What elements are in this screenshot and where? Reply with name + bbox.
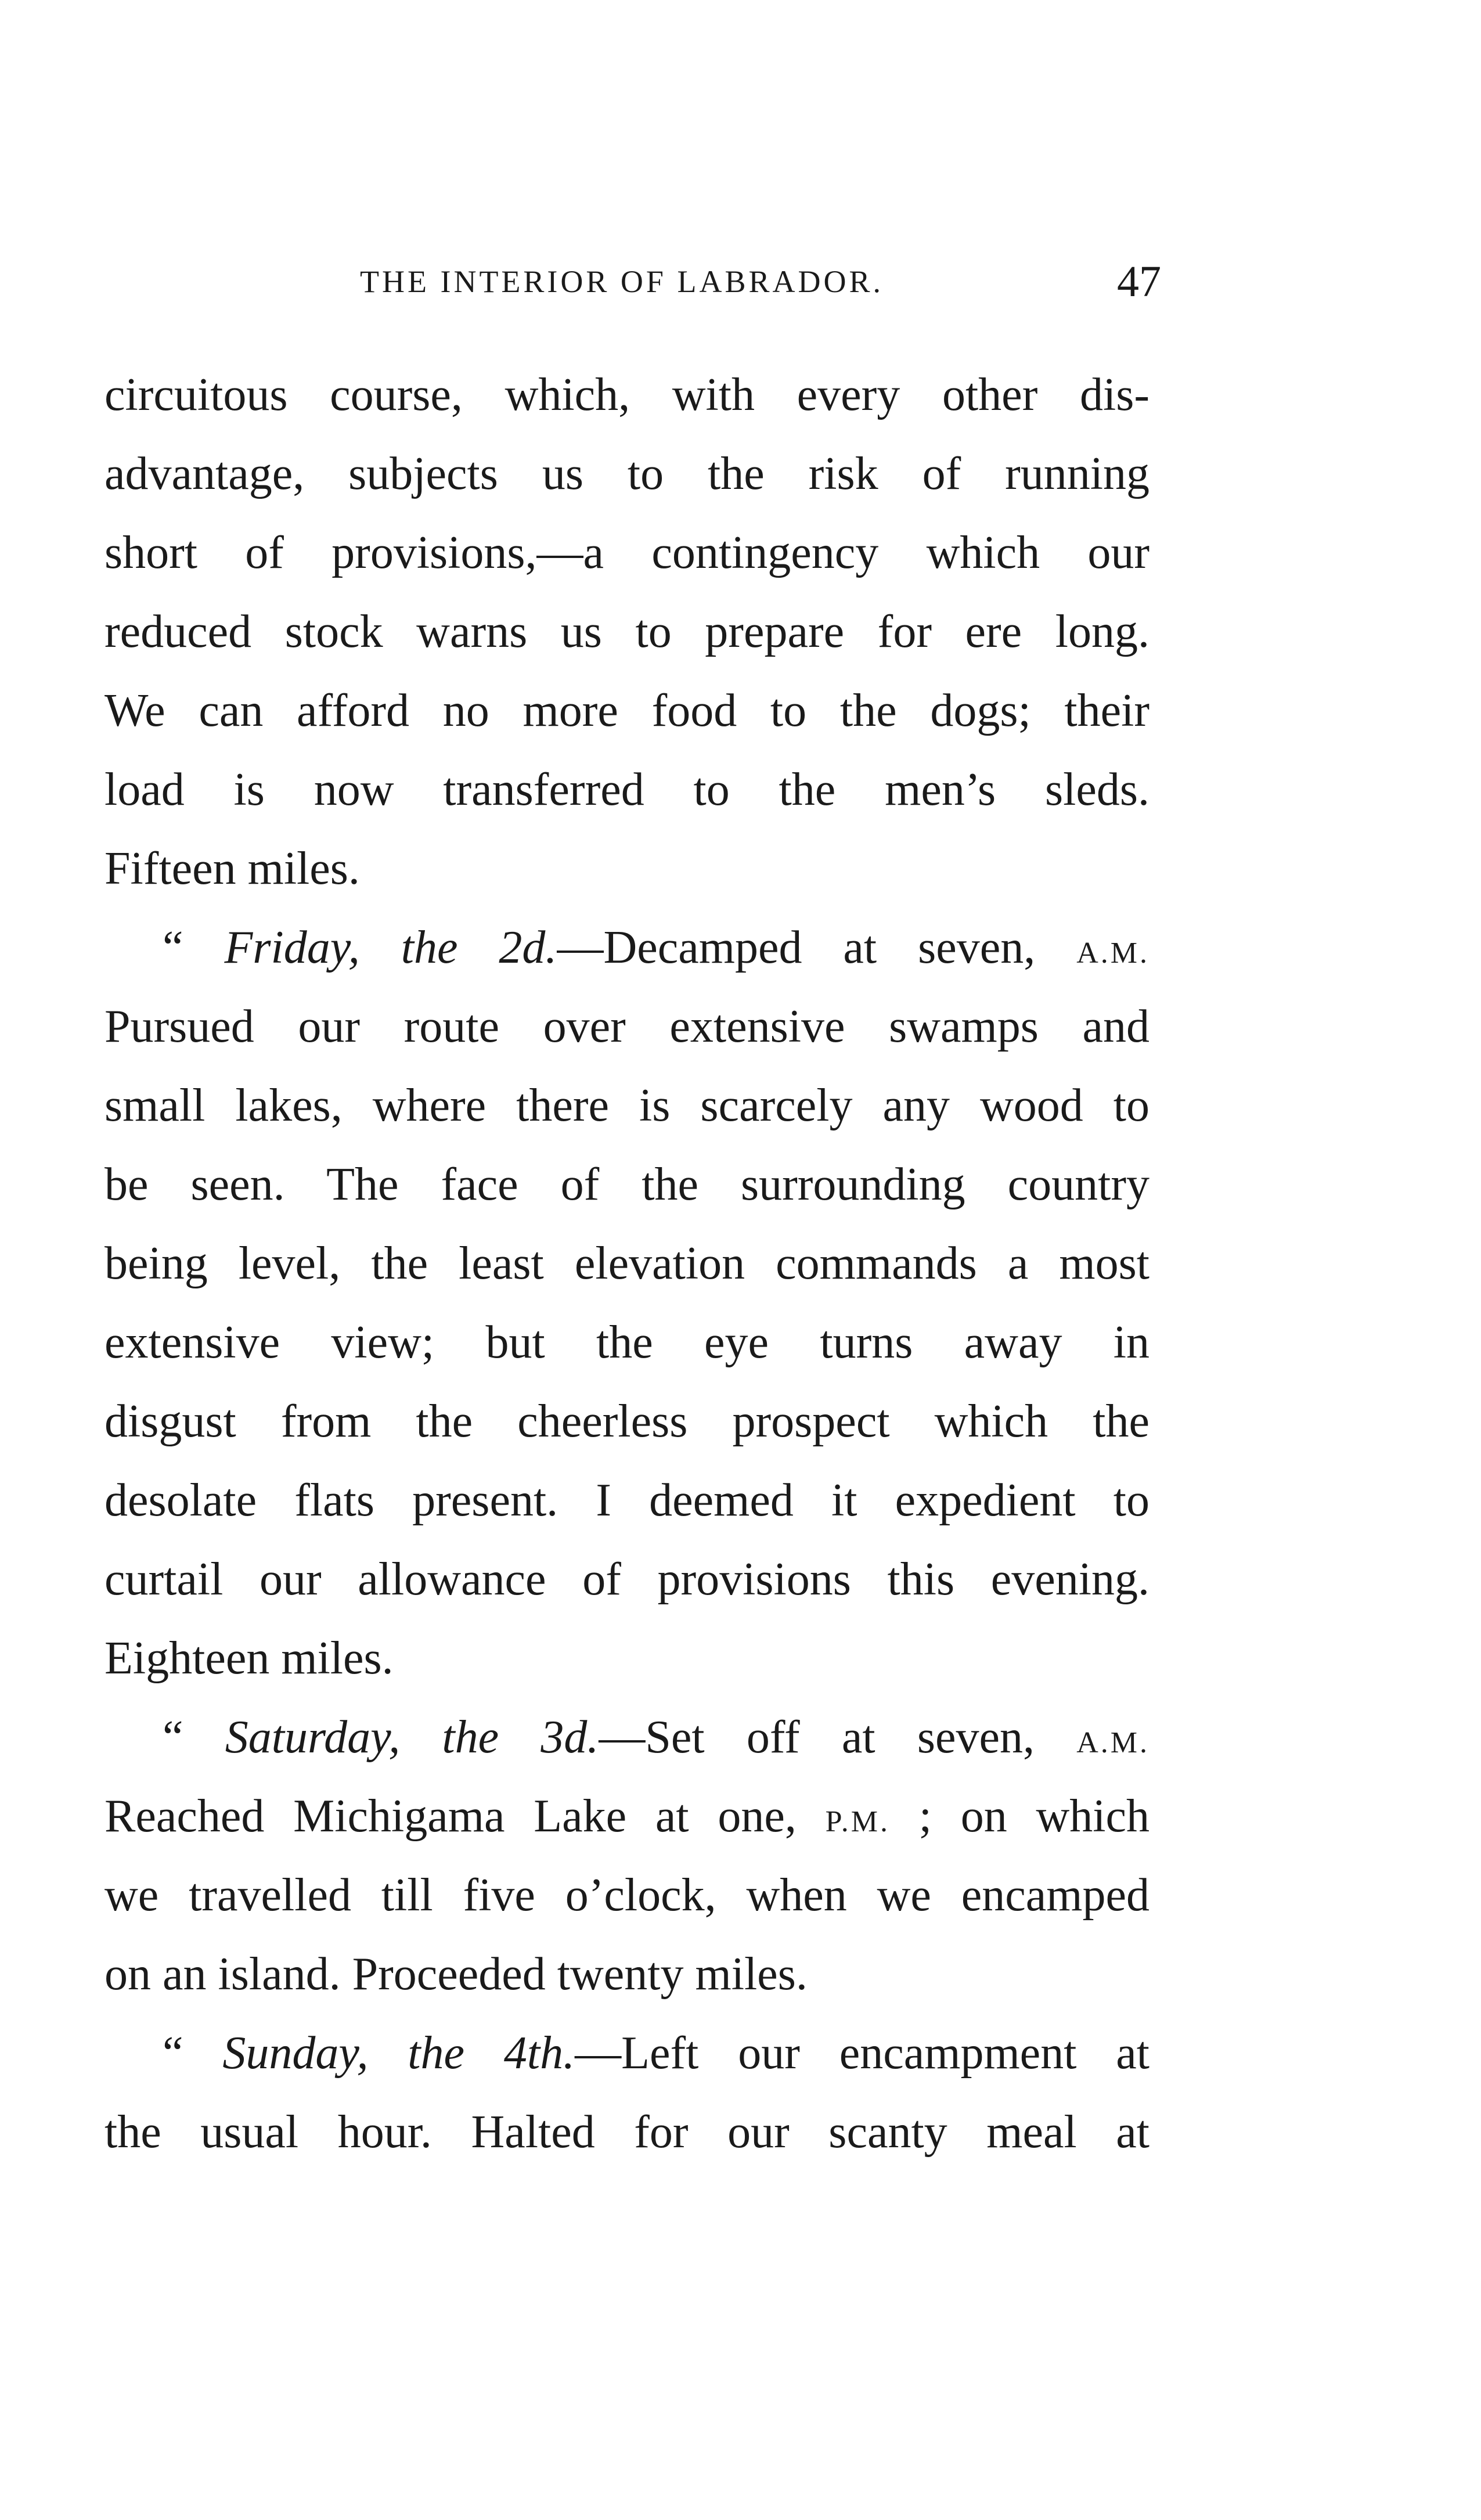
text-line: being level, the least elevation commands a most	[105, 1238, 1150, 1289]
text-line: extensive view; but the eye turns away in	[105, 1317, 1150, 1368]
entry-date: Sunday, the 4th.	[222, 2028, 575, 2079]
running-title: THE INTERIOR OF LABRADOR.	[360, 264, 884, 299]
text-line: advantage, subjects us to the risk of running	[105, 448, 1150, 499]
entry-date: Friday, the 2d.	[224, 922, 557, 973]
text-line: we travelled till five o’clock, when we encamped	[105, 1870, 1150, 1921]
text-line: Fifteen miles.	[105, 843, 360, 894]
text-line: load is now transferred to the men’s sleds.	[105, 764, 1150, 815]
body-text	[105, 355, 1150, 2172]
text-line: Reached Michigama Lake at one, P.M. ; on which	[105, 1791, 1150, 1842]
text-line: disgust from the cheerless prospect which the	[105, 1396, 1150, 1447]
time-marker: A.M.	[1076, 937, 1150, 970]
text-line: We can afford no more food to the dogs; their	[105, 685, 1150, 736]
text-line: be seen. The face of the surrounding country	[105, 1159, 1150, 1210]
text-line: Pursued our route over extensive swamps and	[105, 1001, 1150, 1052]
text-line: small lakes, where there is scarcely any wood to	[105, 1080, 1150, 1131]
text-line: reduced stock warns us to prepare for ere long.	[105, 606, 1150, 657]
journal-entry-friday: “ Friday, the 2d.—Decamped at seven, A.M.	[163, 922, 1150, 973]
journal-entry-sunday: “ Sunday, the 4th.—Left our encampment at	[163, 2028, 1150, 2079]
text-line: the usual hour. Halted for our scanty meal at	[105, 2107, 1150, 2158]
text-line: desolate flats present. I deemed it expedient to	[105, 1475, 1150, 1526]
text-line: Eighteen miles.	[105, 1633, 394, 1684]
text-line: circuitous course, which, with every other dis-	[105, 369, 1150, 420]
text-line: curtail our allowance of provisions this evening.	[105, 1554, 1150, 1605]
page-number: 47	[1117, 257, 1161, 306]
entry-date: Saturday, the 3d.	[225, 1712, 599, 1763]
text-line: on an island. Proceeded twenty miles.	[105, 1949, 808, 2000]
time-marker: P.M.	[825, 1805, 891, 1838]
text-line: short of provisions,—a contingency which our	[105, 527, 1150, 578]
time-marker: A.M.	[1076, 1726, 1150, 1759]
journal-entry-saturday: “ Saturday, the 3d.—Set off at seven, A.M.	[163, 1712, 1150, 1763]
running-head	[360, 255, 1161, 308]
